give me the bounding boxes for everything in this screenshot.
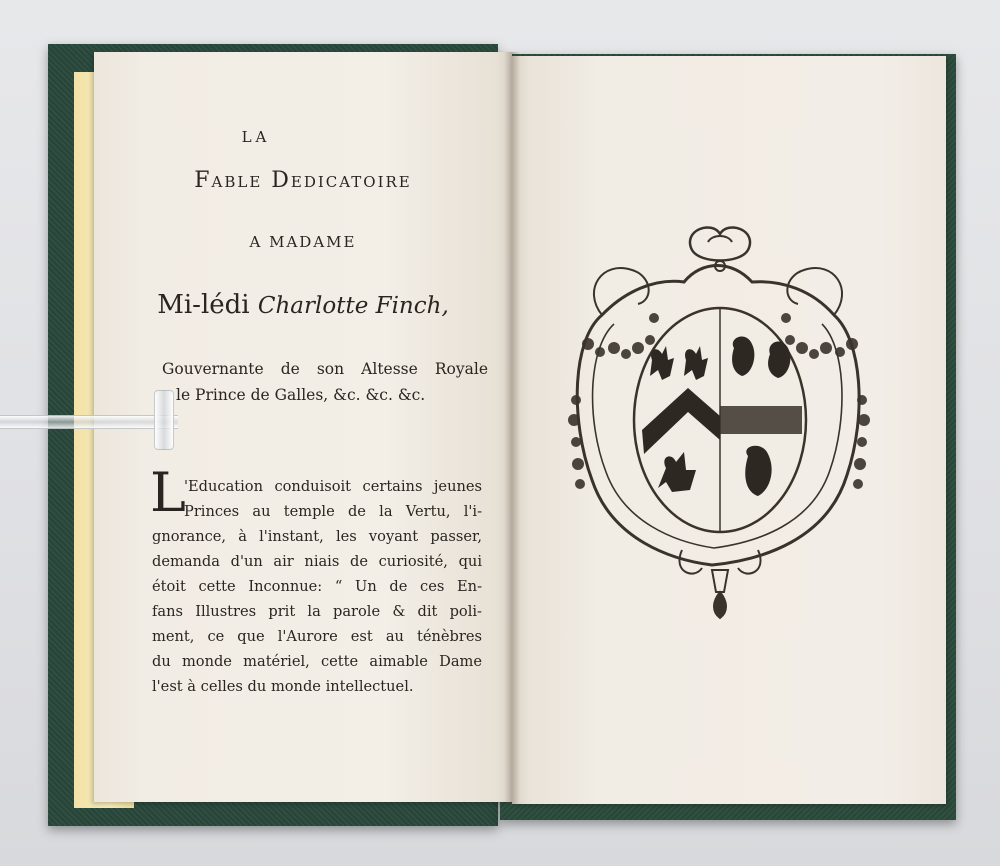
glass-rod	[0, 415, 178, 429]
body-line: demanda d'un air niais de curiosité, qui	[152, 553, 482, 570]
body-line: fans Illustres prit la parole & dit poli-	[152, 603, 482, 620]
page-title: Fable Dedicatoire	[194, 168, 412, 193]
body-line: du monde matériel, cette aimable Dame	[152, 653, 482, 670]
book-gutter	[504, 52, 520, 804]
body-line: 'Education conduisoit certains jeunes	[184, 478, 482, 495]
dedicatee-name	[94, 290, 512, 320]
heading-la: LA	[241, 128, 271, 146]
dedication-heading: A MADAME	[249, 233, 357, 251]
body-line: gnorance, à l'instant, les voyant passer,	[152, 528, 482, 545]
dedicatee-italic-name: Charlotte Finch,	[257, 293, 449, 319]
body-line: Princes au temple de la Vertu, l'i-	[184, 503, 482, 520]
role-line-2: le Prince de Galles, &c. &c. &c.	[176, 386, 426, 404]
body-line: ment, ce que l'Aurore est au ténèbres	[152, 628, 482, 645]
role-line-1: Gouvernante de son Altesse Royale	[162, 360, 488, 378]
drop-cap: L	[150, 461, 186, 524]
body-line: l'est à celles du monde intellectuel.	[152, 678, 414, 695]
body-line: étoit cette Inconnue: “ Un de ces En-	[152, 578, 482, 595]
dedicatee-title: Mi-lédi	[157, 290, 250, 320]
coat-of-arms-engraving	[562, 220, 878, 622]
glass-rod-tip	[154, 390, 174, 450]
fable-body-text	[152, 474, 482, 699]
